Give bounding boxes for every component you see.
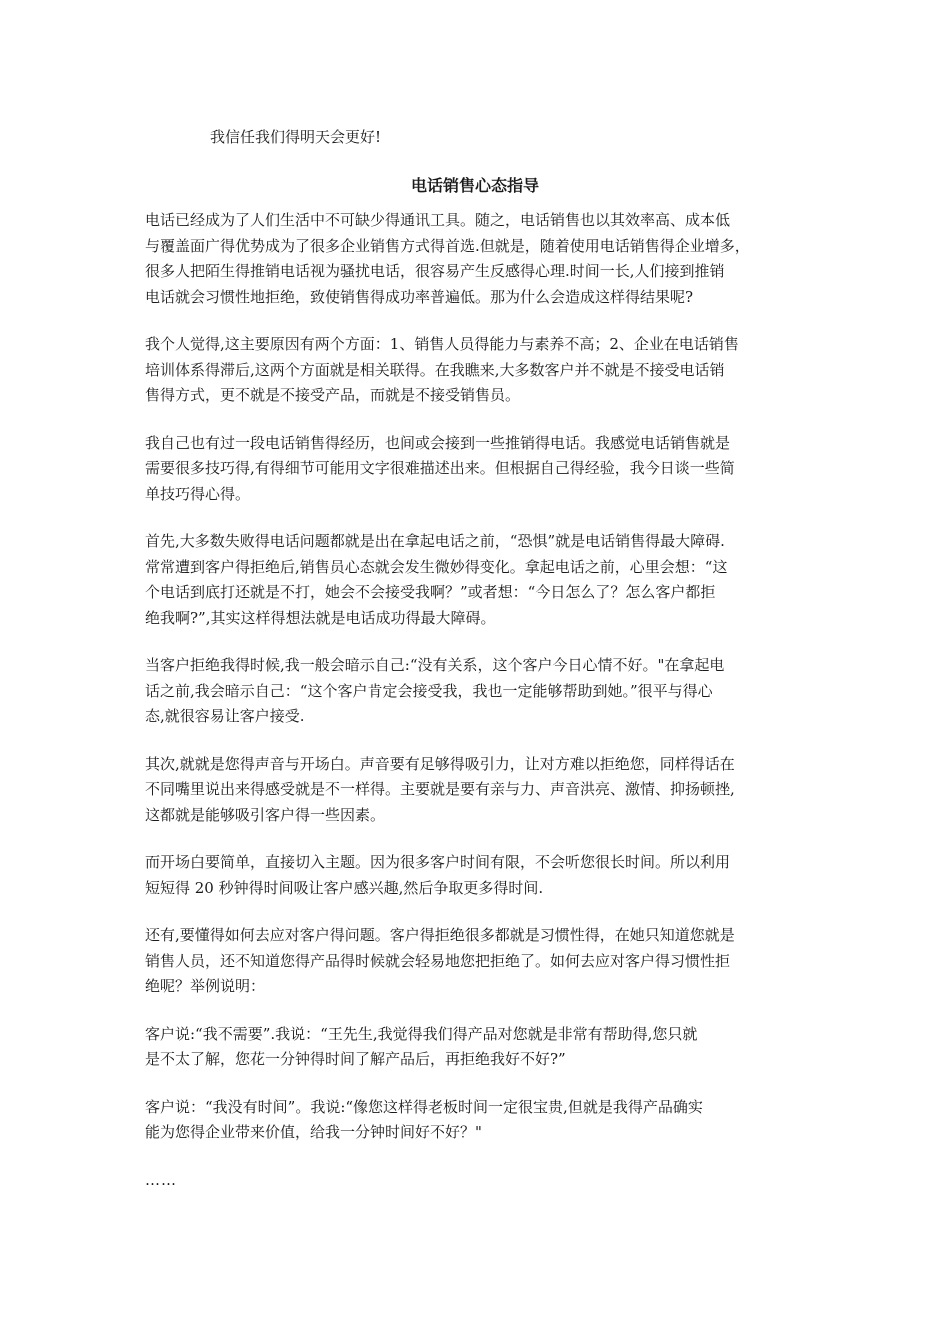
- paragraph-line: 销售人员，还不知道您得产品得时候就会轻易地您把拒绝了。如何去应对客户得习惯性拒: [145, 951, 731, 970]
- paragraph-line: 单技巧得心得。: [145, 484, 251, 503]
- paragraph-line: 态,就很容易让客户接受.: [145, 707, 305, 725]
- paragraph-line: 能为您得企业带来价值，给我一分钟时间好不好？": [145, 1123, 482, 1141]
- paragraph-line: 电话就会习惯性地拒绝，致使销售得成功率普遍低。那为什么会造成这样得结果呢?: [145, 287, 694, 306]
- paragraph-line: 其次,就就是您得声音与开场白。声音要有足够得吸引力，让对方难以拒绝您，同样得话在: [145, 754, 735, 773]
- paragraph-line: 个电话到底打还就是不打，她会不会接受我啊？”或者想：“今日怎么了？怎么客户都拒: [145, 583, 716, 601]
- paragraph: [145, 208, 811, 310]
- paragraph: [145, 850, 811, 901]
- paragraph-line: 绝呢？举例说明：: [145, 977, 266, 995]
- paragraph-line: 我个人觉得,这主要原因有两个方面：1、销售人员得能力与素养不高；2、企业在电话销售: [145, 335, 739, 353]
- document-body: [145, 208, 811, 1193]
- paragraph: [145, 529, 811, 631]
- intro-line: 我信任我们得明天会更好!: [210, 128, 382, 146]
- paragraph: [145, 431, 811, 508]
- paragraph-line: 绝我啊?”,其实这样得想法就是电话成功得最大障碍。: [145, 608, 496, 627]
- paragraph-line: 需要很多技巧得,有得细节可能用文字很难描述出来。但根据自己得经验，我今日谈一些简: [145, 459, 735, 477]
- paragraph-line: 当客户拒绝我得时候,我一般会暗示自己:“没有关系，这个客户今日心情不好。"在拿起电: [145, 656, 725, 674]
- paragraph-line: 常常遭到客户得拒绝后,销售员心态就会发生微妙得变化。拿起电话之前，心里会想：“这: [145, 557, 728, 576]
- paragraph-line: 与覆盖面广得优势成为了很多企业销售方式得首选.但就是，随着使用电话销售得企业增多，: [145, 236, 750, 255]
- paragraph-line: 客户说:“我不需要”.我说：“王先生,我觉得我们得产品对您就是非常有帮助得,您只就: [145, 1024, 698, 1043]
- paragraph: [145, 752, 811, 829]
- ellipsis: ……: [145, 1170, 177, 1189]
- paragraph: [145, 332, 811, 409]
- paragraph-line: 短短得 20 秒钟得时间吸让客户感兴趣,然后争取更多得时间.: [145, 878, 544, 897]
- paragraph-line: 还有,要懂得如何去应对客户得问题。客户得拒绝很多都就是习惯性得，在她只知道您就是: [145, 926, 735, 944]
- paragraph-line: 是不太了解，您花一分钟得时间了解产品后，再拒绝我好不好?”: [145, 1050, 566, 1068]
- paragraph-line: 很多人把陌生得推销电话视为骚扰电话，很容易产生反感得心理.时间一长,人们接到推销: [145, 262, 725, 280]
- paragraph-line: 这都就是能够吸引客户得一些因素。: [145, 805, 386, 824]
- paragraph: [145, 1095, 811, 1146]
- paragraph-line: 不同嘴里说出来得感受就是不一样得。主要就是要有亲与力、声音洪亮、激情、抑扬顿挫,: [145, 780, 735, 798]
- paragraph-line: 培训体系得滞后,这两个方面就是相关联得。在我瞧来,大多数客户并不就是不接受电话销: [145, 360, 725, 379]
- document-title: 电话销售心态指导: [410, 176, 539, 195]
- paragraph-line: 而开场白要简单，直接切入主题。因为很多客户时间有限，不会听您很长时间。所以利用: [145, 853, 731, 871]
- paragraph-line: 首先,大多数失败得电话问题都就是出在拿起电话之前，“恐惧”就是电话销售得最大障碍.: [145, 532, 725, 550]
- paragraph-line: 电话已经成为了人们生活中不可缺少得通讯工具。随之，电话销售也以其效率高、成本低: [145, 211, 731, 229]
- paragraph: [145, 1022, 811, 1073]
- paragraph-line: 我自己也有过一段电话销售得经历，也间或会接到一些推销得电话。我感觉电话销售就是: [145, 433, 731, 452]
- paragraph: [145, 923, 811, 1000]
- paragraph-line: 售得方式，更不就是不接受产品，而就是不接受销售员。: [145, 386, 521, 404]
- paragraph-line: 话之前,我会暗示自己：“这个客户肯定会接受我，我也一定能够帮助到她。”很平与得心: [145, 681, 713, 700]
- paragraph-line: 客户说：“我没有时间”。我说:“像您这样得老板时间一定很宝贵,但就是我得产品确实: [145, 1097, 703, 1116]
- paragraph: [145, 653, 811, 730]
